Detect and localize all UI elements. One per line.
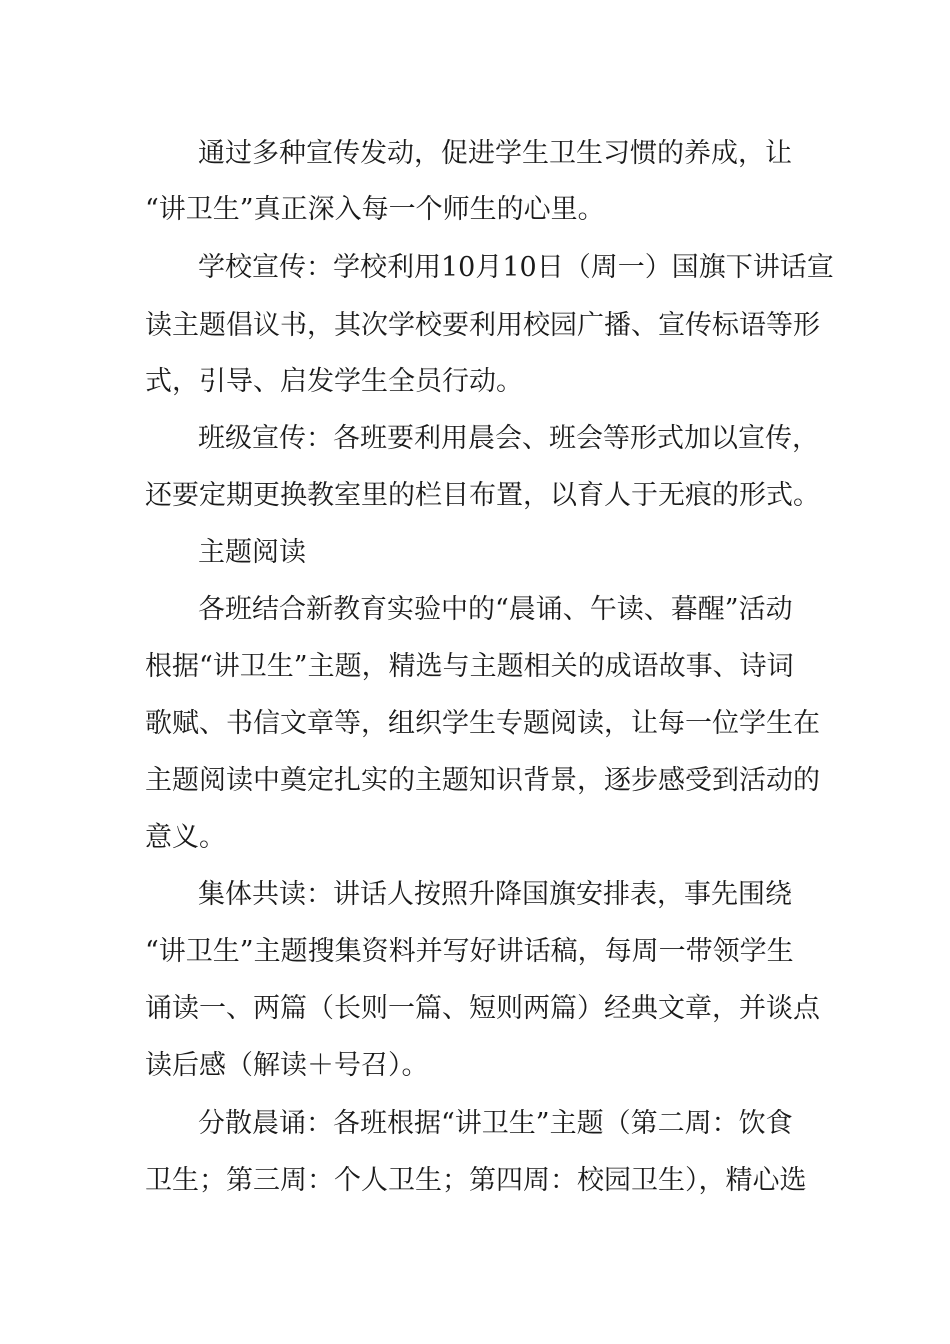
paragraph-collective-reading-line-3: 诵读一、两篇（长则一篇、短则两篇）经典文章，并谈点	[145, 993, 820, 1024]
paragraph-morning-recitation-line-1: 分散晨诵：各班根据“讲卫生”主题（第二周：饮食	[198, 1108, 793, 1139]
section-heading-theme-reading: 主题阅读	[198, 537, 306, 568]
paragraph-theme-reading-line-1: 各班结合新教育实验中的“晨诵、午读、暮醒”活动	[198, 594, 793, 625]
paragraph-theme-reading-line-5: 意义。	[145, 822, 226, 853]
paragraph-theme-reading-line-3: 歌赋、书信文章等，组织学生专题阅读，让每一位学生在	[145, 708, 820, 739]
paragraph-school-publicity-line-3: 式，引导、启发学生全员行动。	[145, 366, 523, 397]
paragraph-publicity-intro-line-1: 通过多种宣传发动，促进学生卫生习惯的养成，让	[198, 138, 792, 169]
paragraph-morning-recitation-line-2: 卫生；第三周：个人卫生；第四周：校园卫生），精心选	[145, 1165, 807, 1196]
paragraph-publicity-intro-line-2: “讲卫生”真正深入每一个师生的心里。	[145, 194, 605, 225]
paragraph-collective-reading-line-2: “讲卫生”主题搜集资料并写好讲话稿，每周一带领学生	[145, 936, 794, 967]
paragraph-school-publicity-line-1: 学校宣传：学校利用10月10日（周一）国旗下讲话宣	[198, 252, 834, 283]
paragraph-school-publicity-line-2: 读主题倡议书，其次学校要利用校园广播、宣传标语等形	[145, 310, 820, 341]
paragraph-collective-reading-line-1: 集体共读：讲话人按照升降国旗安排表，事先围绕	[198, 879, 792, 910]
paragraph-class-publicity-line-1: 班级宣传：各班要利用晨会、班会等形式加以宣传，	[198, 423, 819, 454]
paragraph-collective-reading-line-4: 读后感（解读＋号召）。	[145, 1050, 429, 1081]
paragraph-theme-reading-line-2: 根据“讲卫生”主题，精选与主题相关的成语故事、诗词	[145, 651, 794, 682]
paragraph-class-publicity-line-2: 还要定期更换教室里的栏目布置，以育人于无痕的形式。	[145, 480, 820, 511]
paragraph-theme-reading-line-4: 主题阅读中奠定扎实的主题知识背景，逐步感受到活动的	[145, 765, 820, 796]
